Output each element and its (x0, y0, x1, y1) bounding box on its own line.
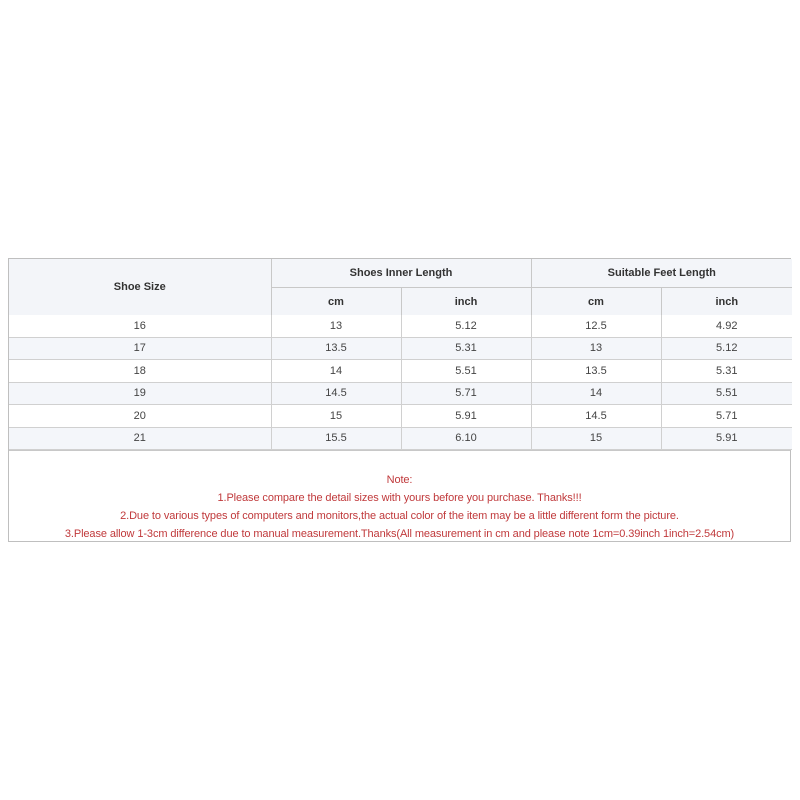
inner-cm-cell: 13.5 (271, 337, 401, 360)
size-chart (8, 258, 791, 542)
feet-inch-cell: 5.31 (661, 360, 792, 383)
shoe-size-cell: 20 (9, 405, 271, 428)
shoe-size-cell: 21 (9, 427, 271, 450)
feet-cm-cell: 13.5 (531, 360, 661, 383)
inner-cm-cell: 13 (271, 315, 401, 337)
suitable-feet-length-header: Suitable Feet Length (531, 259, 792, 288)
note-line-3: 3.Please allow 1-3cm difference due to manual measurement.Thanks(All measurement in cm and please note 1cm=0.39inch 1inch=2.54cm) (64, 528, 735, 540)
feet-cm-cell: 12.5 (531, 315, 661, 337)
table-row (9, 382, 792, 405)
feet-cm-cell: 14 (531, 382, 661, 405)
shoe-size-cell: 19 (9, 382, 271, 405)
table-row (9, 427, 792, 450)
feet-cm-cell: 13 (531, 337, 661, 360)
feet-cm-cell: 15 (531, 427, 661, 450)
feet-cm-cell: 14.5 (531, 405, 661, 428)
table-row (9, 315, 792, 337)
inner-inch-cell: 5.91 (401, 405, 531, 428)
inner-inch-cell: 5.51 (401, 360, 531, 383)
note-line-2: 2.Due to various types of computers and monitors,the actual color of the item may be a little different form the picture. (120, 510, 679, 522)
note-line-1: 1.Please compare the detail sizes with yours before you purchase. Thanks!!! (217, 492, 582, 504)
shoe-size-header: Shoe Size (9, 259, 271, 315)
inner-cm-cell: 14.5 (271, 382, 401, 405)
inner-length-cm-header: cm (271, 288, 401, 316)
table-row (9, 360, 792, 383)
size-table (9, 259, 792, 450)
size-table-body (9, 315, 792, 450)
shoe-size-cell: 16 (9, 315, 271, 337)
feet-length-inch-header: inch (661, 288, 792, 316)
table-row (9, 337, 792, 360)
feet-length-cm-header: cm (531, 288, 661, 316)
shoe-size-cell: 18 (9, 360, 271, 383)
inner-inch-cell: 5.71 (401, 382, 531, 405)
note-title: Note: (386, 474, 413, 486)
feet-inch-cell: 5.91 (661, 427, 792, 450)
inner-inch-cell: 5.31 (401, 337, 531, 360)
inner-length-inch-header: inch (401, 288, 531, 316)
inner-inch-cell: 5.12 (401, 315, 531, 337)
feet-inch-cell: 5.12 (661, 337, 792, 360)
shoe-size-cell: 17 (9, 337, 271, 360)
inner-cm-cell: 15 (271, 405, 401, 428)
feet-inch-cell: 5.51 (661, 382, 792, 405)
inner-cm-cell: 14 (271, 360, 401, 383)
table-row (9, 405, 792, 428)
feet-inch-cell: 4.92 (661, 315, 792, 337)
shoes-inner-length-header: Shoes Inner Length (271, 259, 531, 288)
note-block (9, 450, 790, 541)
feet-inch-cell: 5.71 (661, 405, 792, 428)
inner-cm-cell: 15.5 (271, 427, 401, 450)
inner-inch-cell: 6.10 (401, 427, 531, 450)
